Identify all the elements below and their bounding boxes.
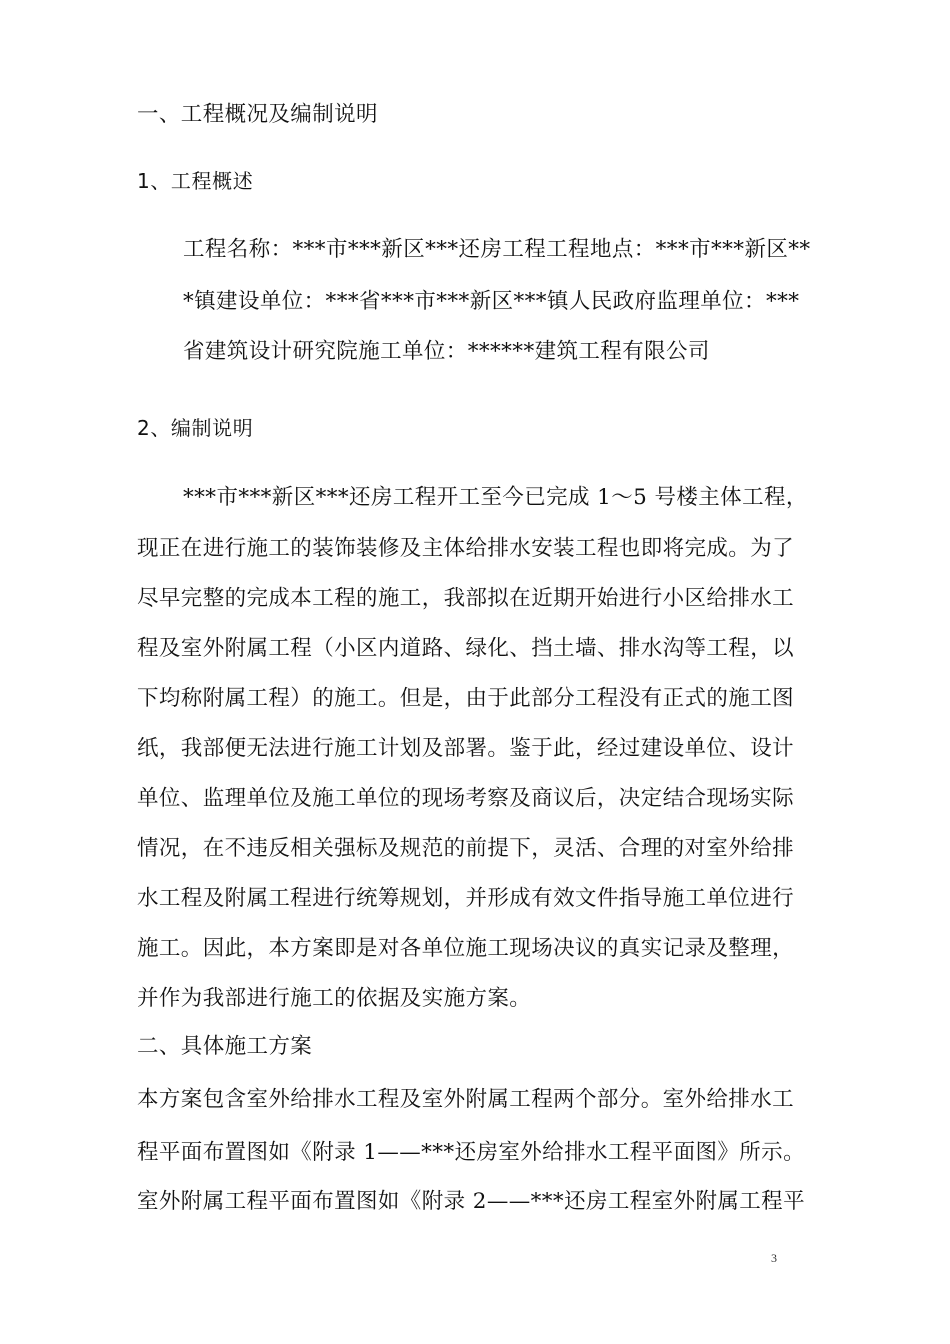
explanation-line: 单位、监理单位及施工单位的现场考察及商议后，决定结合现场实际 <box>137 786 795 811</box>
page-number: 3 <box>771 1251 777 1265</box>
explanation-line: 纸，我部便无法进行施工计划及部署。鉴于此，经过建设单位、设计 <box>137 736 795 761</box>
plan-line: 程平面布置图如《附录 1——***还房室外给排水工程平面图》所示。 <box>137 1140 805 1165</box>
explanation-line: 水工程及附属工程进行统筹规划，并形成有效文件指导施工单位进行 <box>137 886 795 911</box>
section-title-explanation: 2、编制说明 <box>137 416 254 440</box>
overview-line: *镇建设单位：***省***市***新区***镇人民政府监理单位：*** <box>183 289 800 314</box>
explanation-line: ***市***新区***还房工程开工至今已完成 1～5 号楼主体工程， <box>183 485 808 510</box>
heading-engineering-overview: 一、工程概况及编制说明 <box>137 102 378 127</box>
overview-line: 省建筑设计研究院施工单位：******建筑工程有限公司 <box>183 339 710 364</box>
overview-line: 工程名称：***市***新区***还房工程工程地点：***市***新区** <box>183 237 811 262</box>
explanation-line: 情况，在不违反相关强标及规范的前提下，灵活、合理的对室外给排 <box>137 836 795 861</box>
explanation-line: 下均称附属工程）的施工。但是，由于此部分工程没有正式的施工图 <box>137 686 795 711</box>
section-title-overview: 1、工程概述 <box>137 169 254 193</box>
explanation-line: 尽早完整的完成本工程的施工，我部拟在近期开始进行小区给排水工 <box>137 586 795 611</box>
explanation-line: 程及室外附属工程（小区内道路、绿化、挡土墙、排水沟等工程，以 <box>137 636 795 661</box>
plan-line: 室外附属工程平面布置图如《附录 2——***还房工程室外附属工程平 <box>137 1189 805 1214</box>
plan-line: 本方案包含室外给排水工程及室外附属工程两个部分。室外给排水工 <box>137 1087 795 1112</box>
explanation-line: 并作为我部进行施工的依据及实施方案。 <box>137 986 532 1011</box>
heading-construction-plan: 二、具体施工方案 <box>137 1034 313 1059</box>
explanation-line: 施工。因此，本方案即是对各单位施工现场决议的真实记录及整理， <box>137 936 795 961</box>
explanation-line: 现正在进行施工的装饰装修及主体给排水安装工程也即将完成。为了 <box>137 536 795 561</box>
